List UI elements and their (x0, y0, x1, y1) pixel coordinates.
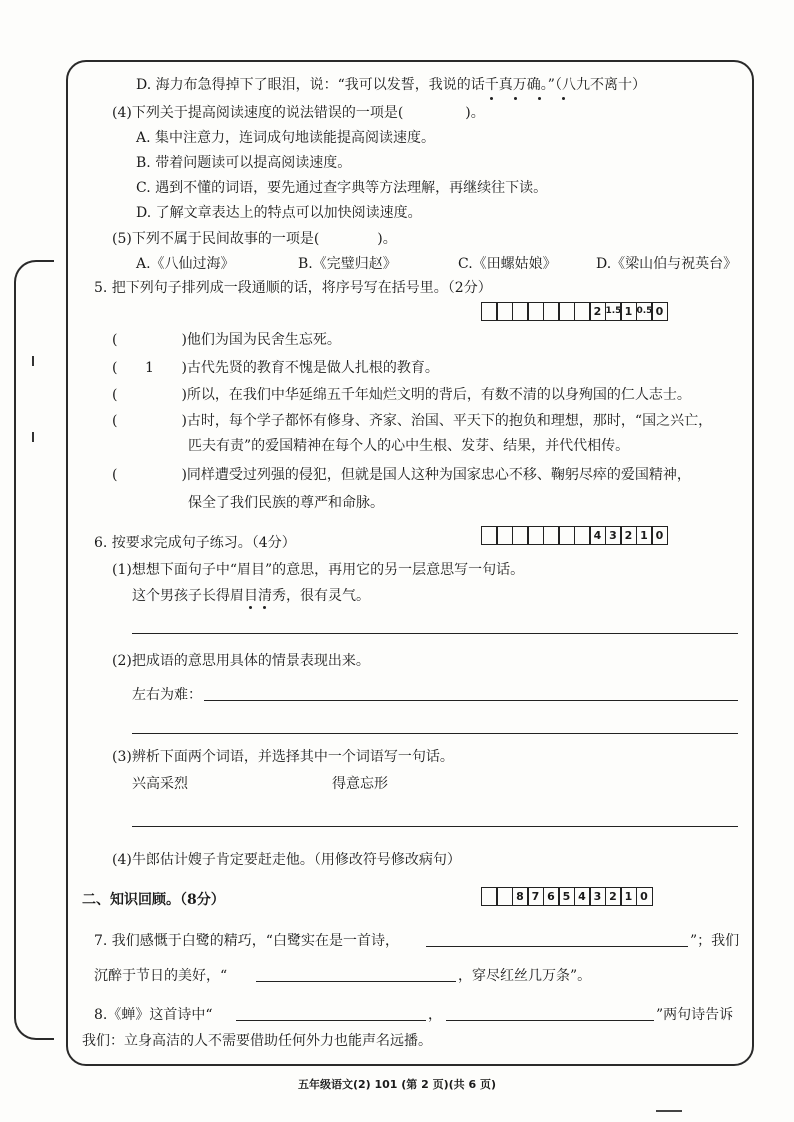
score-box[interactable] (527, 302, 544, 321)
score-box[interactable]: 1 (620, 887, 637, 906)
score-box[interactable] (496, 526, 513, 545)
q6-sub2-idiom: 左右为难： (132, 687, 202, 703)
q4-sub4-close: )。 (465, 105, 485, 121)
q5-item-text-cont: 保全了我们民族的尊严和命脉。 (188, 495, 384, 511)
q4-sub4-option-a: A. 集中注意力，连词成句地读能提高阅读速度。 (136, 130, 436, 146)
fill-blank[interactable] (446, 1020, 654, 1021)
binding-tick (32, 432, 34, 442)
q4-sub4-option-b: B. 带着问题读可以提高阅读速度。 (136, 155, 352, 171)
fill-blank[interactable] (236, 1020, 426, 1021)
score-box[interactable] (512, 526, 529, 545)
q5-item-text: )所以，在我们中华延绵五千年灿烂文明的背后，有数不清的以身殉国的仁人志士。 (181, 387, 691, 403)
answer-blank[interactable] (403, 103, 465, 117)
q7-line2-end: ，穿尽红丝几万条”。 (458, 968, 592, 984)
q6-sub3-prompt: (3)辨析下面两个词语，并选择其中一个词语写一句话。 (112, 749, 454, 765)
open-paren: ( (112, 332, 118, 348)
open-paren: ( (112, 387, 118, 403)
q5-item-text: )他们为国为民舍生忘死。 (181, 332, 341, 348)
open-paren: ( (112, 467, 118, 483)
score-box[interactable]: 2 (589, 302, 606, 321)
q8-line1-start: 8.《蝉》这首诗中“ (94, 1007, 213, 1023)
score-box[interactable]: 0 (651, 302, 668, 321)
score-box[interactable] (558, 302, 575, 321)
q4-sub5-close: )。 (377, 231, 397, 247)
score-box[interactable]: 1.5 (605, 302, 622, 321)
emphasis-dot (538, 97, 541, 100)
q7-line2-start: 沉醉于节日的美好，“ (94, 968, 228, 984)
q4-sub5-option-d: D.《梁山伯与祝英台》 (596, 256, 738, 272)
score-box[interactable]: 4 (589, 526, 606, 545)
fill-blank[interactable] (426, 946, 688, 947)
q5-item-text: )同样遭受过列强的侵犯，但就是国人这种为国家忠心不移、鞠躬尽瘁的爱国精神， (181, 467, 691, 483)
score-box[interactable] (543, 526, 560, 545)
q8-line1-comma: ， (428, 1007, 442, 1023)
q6-sub2-prompt: (2)把成语的意思用具体的情景表现出来。 (112, 653, 370, 669)
section2-score-grid (482, 887, 653, 906)
q4-sub5-option-a: A.《八仙过海》 (136, 256, 235, 272)
order-number-slot[interactable]: 1 (145, 360, 154, 376)
q4-sub4-stem: (4)下列关于提高阅读速度的说法错误的一项是( (112, 105, 404, 121)
answer-line[interactable] (132, 826, 738, 827)
emphasis-dot (514, 97, 517, 100)
score-box[interactable] (512, 302, 529, 321)
q6-sub1-prompt: (1)想想下面句子中“眉目”的意思，再用它的另一层意思写一句话。 (112, 562, 525, 578)
q6-sub4-prompt: (4)牛郎估计嫂子肯定要赶走他。（用修改符号修改病句） (112, 852, 461, 868)
score-box[interactable] (481, 887, 498, 906)
score-box[interactable]: 1 (620, 302, 637, 321)
q6-sub1-sentence: 这个男孩子长得眉目清秀，很有灵气。 (132, 588, 370, 604)
answer-blank[interactable] (319, 229, 377, 243)
score-box[interactable]: 1 (636, 526, 653, 545)
answer-line[interactable] (204, 700, 738, 701)
score-box[interactable]: 2 (605, 887, 622, 906)
q4-sub5-stem: (5)下列不属于民间故事的一项是( (112, 231, 320, 247)
score-box[interactable]: 3 (605, 526, 622, 545)
q6-score-grid (482, 526, 668, 545)
q6-sub3-word2: 得意忘形 (332, 776, 388, 792)
q5-item-text: )古代先贤的教育不愧是做人扎根的教育。 (181, 360, 439, 376)
page-footer: 五年级语文(2) 101 (第 2 页)(共 6 页) (297, 1078, 497, 1091)
q5-item (112, 412, 712, 430)
binding-margin-arc (14, 260, 54, 1040)
q5-item-text-cont: 匹夫有责”的爱国精神在每个人的心中生根、发芽、结果，并代代相传。 (188, 438, 630, 454)
score-box[interactable]: 0 (636, 887, 653, 906)
score-box[interactable] (481, 526, 498, 545)
q5-item-text: )古时，每个学子都怀有修身、齐家、治国、平天下的抱负和理想，那时，“国之兴亡， (181, 413, 713, 429)
q5-score-grid (482, 302, 668, 321)
open-paren: ( (112, 360, 118, 376)
binding-tick (32, 356, 34, 366)
q4-sub4-option-c: C. 遇到不懂的词语，要先通过查字典等方法理解，再继续往下读。 (136, 180, 548, 196)
q7-line1-end: ”；我们 (690, 933, 740, 949)
open-paren: ( (112, 413, 118, 429)
score-box[interactable]: 0.5 (636, 302, 653, 321)
fill-blank[interactable] (256, 981, 456, 982)
q4-prev-option-d: D. 海力布急得掉下了眼泪，说：“我可以发誓，我说的话千真万确。”（八九不离十） (136, 77, 646, 93)
emphasis-dot (490, 97, 493, 100)
score-box[interactable] (496, 887, 513, 906)
q5-item (112, 359, 439, 377)
score-box[interactable]: 3 (589, 887, 606, 906)
q6-title: 6. 按要求完成句子练习。（4分） (94, 535, 296, 551)
q8-line1-end: ”两句诗告诉 (656, 1007, 734, 1023)
score-box[interactable]: 2 (620, 526, 637, 545)
emphasis-dot (263, 606, 266, 609)
score-box[interactable] (543, 302, 560, 321)
score-box[interactable] (574, 526, 591, 545)
q4-sub5-question (112, 229, 397, 248)
scan-mark (656, 1110, 682, 1112)
q5-item (112, 466, 691, 484)
q4-sub4-option-d: D. 了解文章表达上的特点可以加快阅读速度。 (136, 205, 422, 221)
score-box[interactable] (496, 302, 513, 321)
score-box[interactable] (481, 302, 498, 321)
score-box[interactable]: 6 (543, 887, 560, 906)
score-box[interactable]: 4 (574, 887, 591, 906)
q5-item (112, 386, 691, 404)
q5-title: 5. 把下列句子排列成一段通顺的话，将序号写在括号里。（2分） (94, 280, 492, 296)
score-box[interactable]: 7 (527, 887, 544, 906)
emphasis-dot (562, 97, 565, 100)
score-box[interactable]: 0 (651, 526, 668, 545)
q5-item (112, 331, 341, 349)
score-box[interactable] (574, 302, 591, 321)
answer-line[interactable] (132, 633, 738, 634)
answer-line[interactable] (132, 733, 738, 734)
section2-title: 二、知识回顾。（8分） (82, 892, 225, 908)
q7-line1-start: 7. 我们感慨于白鹭的精巧，“白鹭实在是一首诗， (94, 933, 399, 949)
q4-sub5-option-b: B.《完璧归赵》 (298, 256, 397, 272)
score-box[interactable]: 5 (558, 887, 575, 906)
emphasis-dot (249, 606, 252, 609)
score-box[interactable] (527, 526, 544, 545)
score-box[interactable]: 8 (512, 887, 529, 906)
q4-sub5-option-c: C.《田螺姑娘》 (458, 256, 557, 272)
q8-line2: 我们：立身高洁的人不需要借助任何外力也能声名远播。 (82, 1033, 432, 1049)
q4-sub4-question (112, 103, 485, 122)
score-box[interactable] (558, 526, 575, 545)
q6-sub3-word1: 兴高采烈 (132, 776, 188, 792)
